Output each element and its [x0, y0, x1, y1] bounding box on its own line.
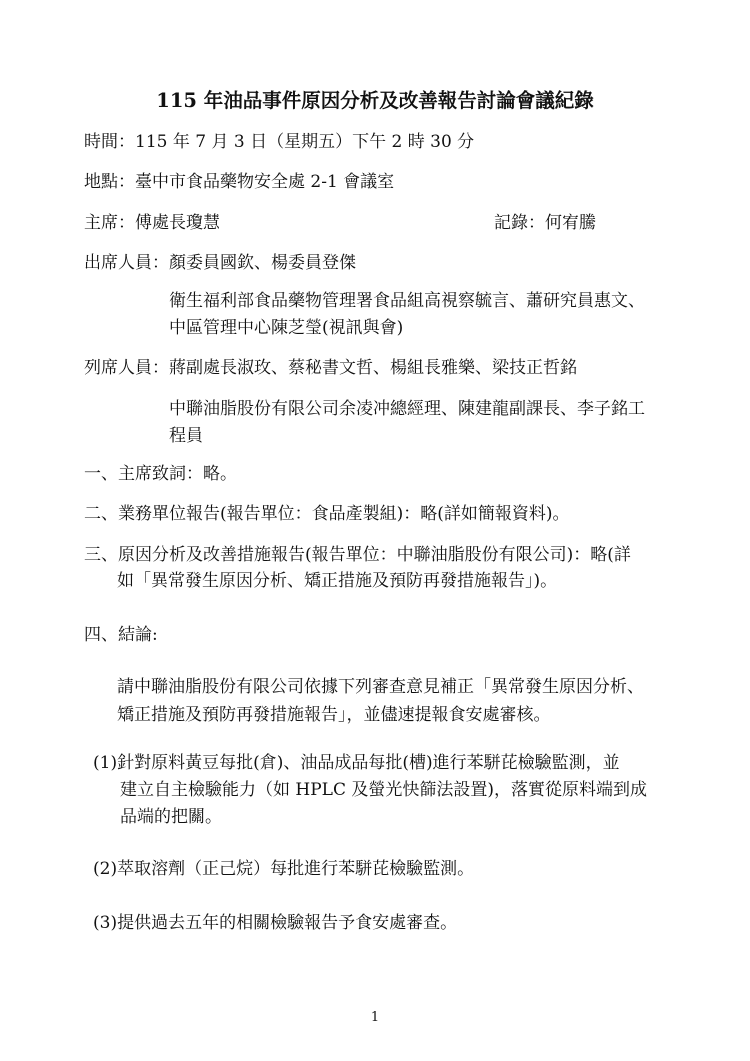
meeting-chair: 主席：傅處長瓊慧: [84, 213, 220, 233]
conclusion-intro-line-2: 矯正措施及預防再發措施報告」，並儘速提報食安處審核。: [117, 705, 551, 725]
conclusion-item-1-line-3: 品端的把關。: [120, 807, 222, 827]
attendees-line-1: 出席人員：顏委員國欽、楊委員登傑: [84, 253, 356, 273]
attendees-line-3: 中區管理中心陳芝瑩(視訊與會): [169, 318, 404, 338]
attendees-line-2: 衛生福利部食品藥物管理署食品組高視察毓言、蕭研究員惠文、: [169, 291, 645, 311]
meeting-recorder: 記錄：何宥騰: [494, 213, 596, 233]
meeting-time: 時間：115 年 7 月 3 日（星期五）下午 2 時 30 分: [84, 132, 475, 152]
conclusion-item-3: (3)提供過去五年的相關檢驗報告予食安處審查。: [93, 913, 458, 933]
page-number: 1: [370, 1010, 380, 1025]
meeting-location: 地點：臺中市食品藥物安全處 2-1 會議室: [84, 172, 395, 192]
section-4: 四、結論:: [84, 625, 158, 645]
section-2: 二、業務單位報告(報告單位：食品產製組)：略(詳如簡報資料)。: [84, 504, 570, 524]
page-title: 115 年油品事件原因分析及改善報告討論會議紀錄: [156, 89, 594, 112]
conclusion-item-1-line-1: (1)針對原料黃豆每批(倉)、油品成品每批(槽)進行苯駢芘檢驗監測，並: [93, 753, 620, 773]
conclusion-item-1-line-2: 建立自主檢驗能力（如 HPLC 及螢光快篩法設置)，落實從原料端到成: [120, 780, 647, 800]
section-3-line-1: 三、原因分析及改善措施報告(報告單位：中聯油脂股份有限公司)：略(詳: [84, 545, 631, 565]
observers-line-2: 中聯油脂股份有限公司余凌冲總經理、陳建龍副課長、李子銘工: [169, 399, 645, 419]
conclusion-intro-line-1: 請中聯油脂股份有限公司依據下列審查意見補正「異常發生原因分析、: [117, 677, 644, 697]
observers-line-1: 列席人員：蔣副處長淑玫、蔡秘書文哲、楊組長雅樂、梁技正哲銘: [84, 358, 577, 378]
section-3-line-2: 如「異常發生原因分析、矯正措施及預防再發措施報告」)。: [117, 571, 558, 591]
observers-line-3: 程員: [169, 426, 203, 446]
section-1: 一、主席致詞：略。: [84, 464, 237, 484]
conclusion-item-2: (2)萃取溶劑（正己烷）每批進行苯駢芘檢驗監測。: [93, 859, 475, 879]
